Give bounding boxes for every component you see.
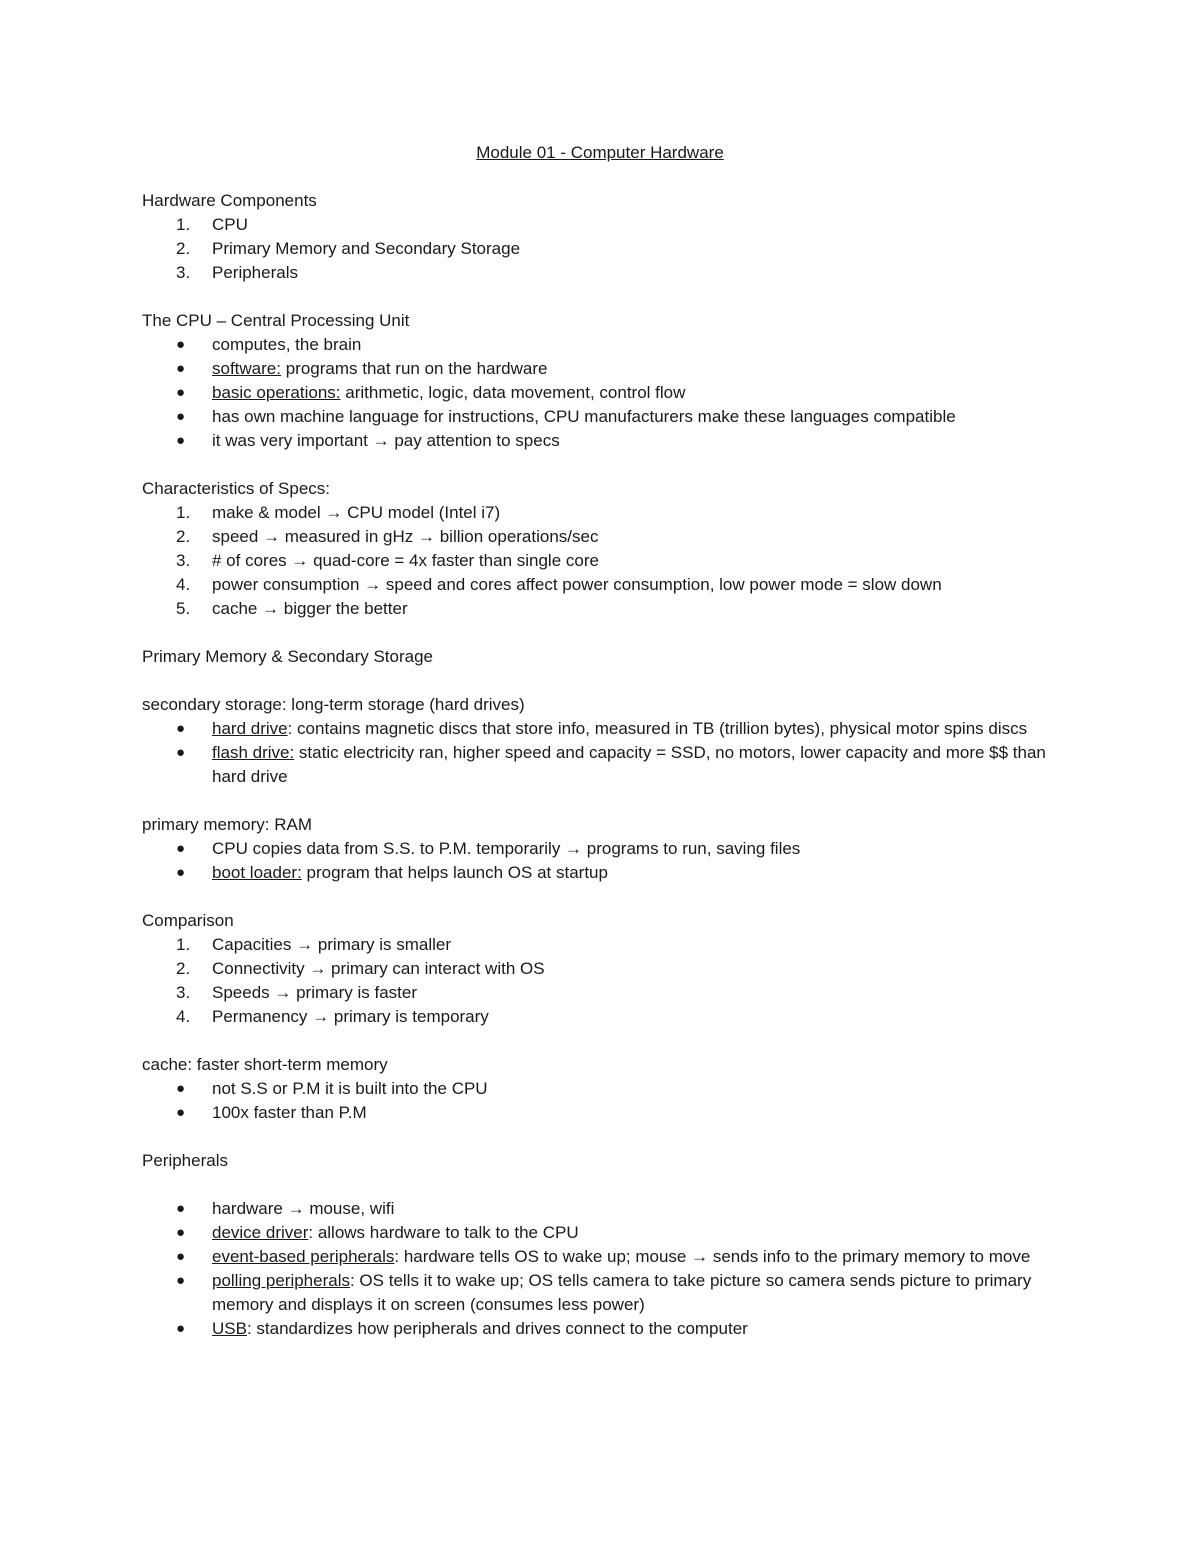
term-label: device driver [212,1223,309,1242]
list-item-text: program that helps launch OS at startup [301,863,608,882]
list-item-text: Primary Memory and Secondary Storage [212,239,521,258]
bullet-icon: ● [176,1200,186,1217]
list-item [142,549,1062,573]
list-item [142,1221,1062,1245]
list-item-text: power consumption → speed and cores affect power consumption, low power mode = slow down [212,575,942,594]
list-item [142,1077,1062,1101]
list-item [142,333,1062,357]
term-label: boot loader: [212,863,302,882]
list-item-text: Permanency → primary is temporary [212,1007,489,1026]
list-item [142,1269,1062,1317]
bullet-icon: ● [176,1320,186,1337]
term-label: polling peripherals [212,1271,350,1290]
list-number: 3. [176,263,191,282]
spacer [142,789,1062,813]
term-label: event-based peripherals [212,1247,395,1266]
term-label: flash drive: [212,743,295,762]
list-item [142,933,1062,957]
bullet-icon: ● [176,720,186,737]
bullet-icon: ● [176,408,186,425]
bullet-icon: ● [176,384,186,401]
spacer [142,1125,1062,1149]
bullet-icon: ● [176,336,186,353]
section-heading-cpu: The CPU – Central Processing Unit [142,311,410,330]
list-item-text: # of cores → quad-core = 4x faster than single core [212,551,599,570]
bullet-icon: ● [176,1080,186,1097]
list-item [142,213,1062,237]
bullet-icon: ● [176,1272,186,1289]
bullet-icon: ● [176,864,186,881]
section-heading-cache: cache: faster short-term memory [142,1055,388,1074]
list-item [142,237,1062,261]
list-item-text: programs that run on the hardware [280,359,548,378]
bullet-icon: ● [176,744,186,761]
spacer [142,1029,1062,1053]
list-item-text: speed → measured in gHz → billion operations/sec [212,527,599,546]
list-item-text: Connectivity → primary can interact with OS [212,959,545,978]
spacer [142,453,1062,477]
list-number: 2. [176,239,191,258]
bullet-icon: ● [176,432,186,449]
list-number: 5. [176,599,191,618]
list-item-text: it was very important → pay attention to specs [212,431,560,450]
list-item [142,1197,1062,1221]
list-item [142,597,1062,621]
list-item-text: static electricity ran, higher speed and capacity = SSD, no motors, lower capacity and more $$ than hard drive [212,743,1046,786]
bullet-icon: ● [176,840,186,857]
section-heading-specs: Characteristics of Specs: [142,479,331,498]
list-item-text: cache → bigger the better [212,599,408,618]
list-number: 3. [176,983,191,1002]
list-item [142,357,1062,381]
bullet-icon: ● [176,1224,186,1241]
list-item-text: not S.S or P.M it is built into the CPU [212,1079,488,1098]
list-item-text: : hardware tells OS to wake up; mouse → sends info to the primary memory to move [394,1247,1031,1266]
list-item-text: : allows hardware to talk to the CPU [308,1223,579,1242]
spacer [142,669,1062,693]
list-item-text: Capacities → primary is smaller [212,935,451,954]
list-item-text: arithmetic, logic, data movement, control flow [340,383,686,402]
list-item [142,405,1062,429]
list-item-text: computes, the brain [212,335,362,354]
section-heading-peripherals: Peripherals [142,1151,228,1170]
list-item-text: : contains magnetic discs that store info, measured in TB (trillion bytes), physical motor spins discs [287,719,1028,738]
list-item [142,501,1062,525]
section-heading-primary-memory: primary memory: RAM [142,815,313,834]
spacer [142,285,1062,309]
spacer [142,621,1062,645]
list-number: 3. [176,551,191,570]
list-number: 4. [176,575,191,594]
term-label: hard drive [212,719,288,738]
section-heading-hardware-components: Hardware Components [142,191,317,210]
section-heading-secondary-storage: secondary storage: long-term storage (hard drives) [142,695,525,714]
list-item [142,1005,1062,1029]
list-item-text: CPU copies data from S.S. to P.M. temporarily → programs to run, saving files [212,839,801,858]
list-number: 4. [176,1007,191,1026]
list-item [142,981,1062,1005]
section-heading-memory-storage: Primary Memory & Secondary Storage [142,647,433,666]
list-item [142,573,1062,597]
bullet-icon: ● [176,1248,186,1265]
list-item [142,525,1062,549]
list-item [142,957,1062,981]
list-item [142,1245,1062,1269]
term-label: software: [212,359,281,378]
term-label: basic operations: [212,383,341,402]
list-item-text: CPU [212,215,248,234]
page-title: Module 01 - Computer Hardware [476,143,724,162]
list-item [142,741,1062,789]
list-number: 1. [176,503,191,522]
list-item-text: has own machine language for instructions, CPU manufacturers make these languages compatible [212,407,956,426]
list-item [142,837,1062,861]
section-heading-comparison: Comparison [142,911,234,930]
list-item [142,381,1062,405]
list-number: 1. [176,215,191,234]
list-number: 2. [176,959,191,978]
bullet-icon: ● [176,1104,186,1121]
document-body [142,189,1062,1341]
bullet-icon: ● [176,360,186,377]
list-number: 2. [176,527,191,546]
list-number: 1. [176,935,191,954]
spacer [142,885,1062,909]
list-item [142,861,1062,885]
list-item-text: 100x faster than P.M [212,1103,367,1122]
list-item [142,717,1062,741]
list-item [142,429,1062,453]
list-item-text: Speeds → primary is faster [212,983,418,1002]
list-item-text: : OS tells it to wake up; OS tells camera to take picture so camera sends picture to primary memory and displays it on screen (consumes less power) [212,1271,1032,1314]
list-item [142,261,1062,285]
list-item-text: Peripherals [212,263,298,282]
list-item-text: : standardizes how peripherals and drives connect to the computer [246,1319,748,1338]
list-item-text: hardware → mouse, wifi [212,1199,395,1218]
list-item-text: make & model → CPU model (Intel i7) [212,503,501,522]
spacer [142,1173,1062,1197]
term-label: USB [212,1319,247,1338]
list-item [142,1101,1062,1125]
list-item [142,1317,1062,1341]
